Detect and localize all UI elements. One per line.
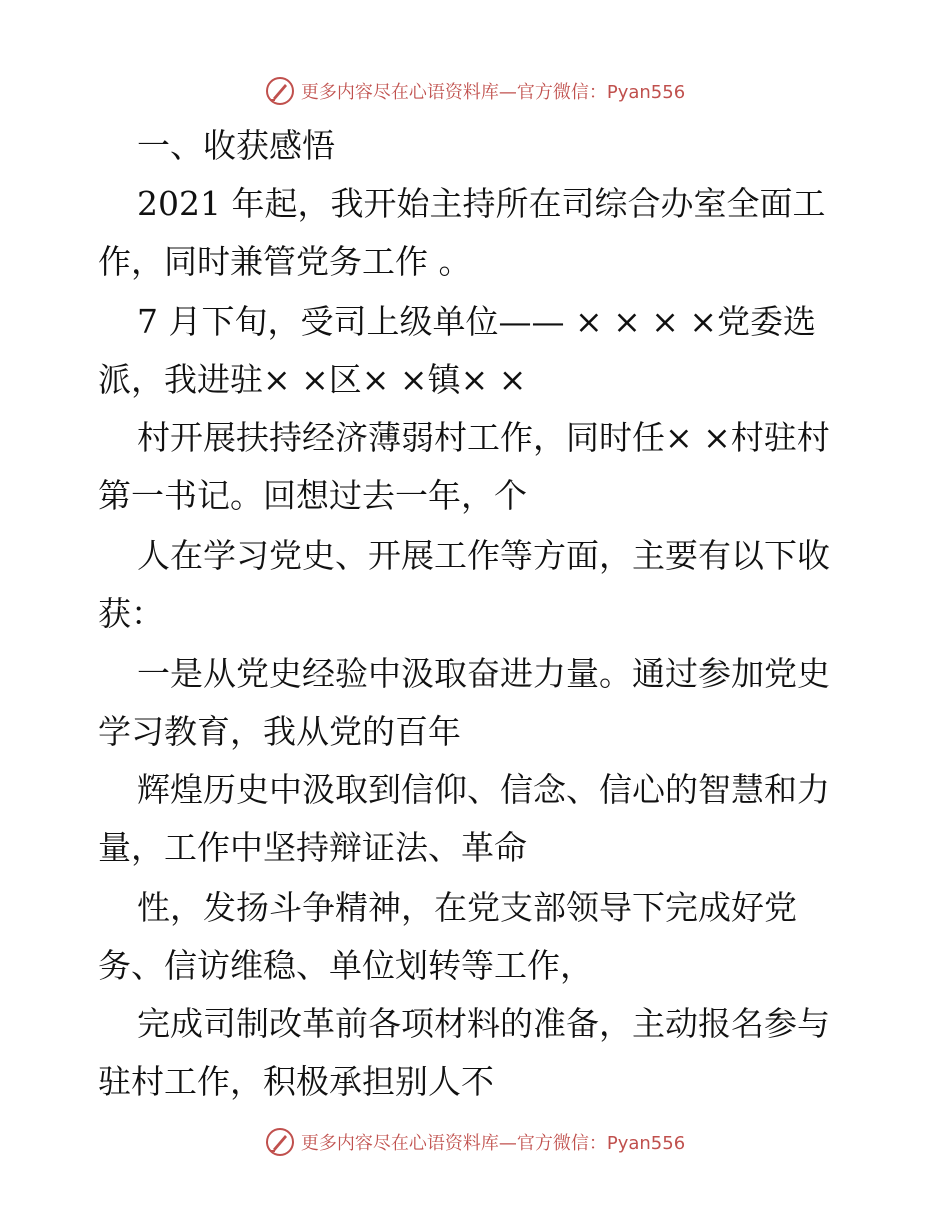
footer-watermark bbox=[0, 1122, 950, 1162]
quill-logo-icon bbox=[265, 1127, 295, 1157]
paragraph-line: 作，同时兼管党务工作 。 bbox=[98, 242, 472, 281]
paragraph-line: 第一书记。回想过去一年，个 bbox=[98, 476, 527, 515]
paragraph-line: 人在学习党史、开展工作等方面，主要有以下收 bbox=[137, 536, 830, 575]
paragraph-line: 派，我进驻× ×区× ×镇× × bbox=[98, 360, 527, 399]
quill-logo-icon bbox=[265, 76, 295, 106]
paragraph-line: 驻村工作，积极承担别人不 bbox=[98, 1062, 494, 1101]
paragraph-line: 一是从党史经验中汲取奋进力量。通过参加党史 bbox=[137, 654, 830, 693]
watermark-text: 更多内容尽在心语资料库—官方微信：Pyan556 bbox=[300, 1133, 686, 1154]
paragraph-line: 完成司制改革前各项材料的准备，主动报名参与 bbox=[137, 1004, 830, 1043]
watermark-text: 更多内容尽在心语资料库—官方微信：Pyan556 bbox=[300, 82, 686, 103]
paragraph-line: 量，工作中坚持辩证法、革命 bbox=[98, 828, 527, 867]
paragraph-line: 学习教育，我从党的百年 bbox=[98, 712, 461, 751]
paragraph-line: 辉煌历史中汲取到信仰、信念、信心的智慧和力 bbox=[137, 770, 830, 809]
paragraph-line: 获： bbox=[98, 594, 164, 633]
section-heading: 一、收获感悟 bbox=[137, 126, 335, 165]
paragraph-line: 村开展扶持经济薄弱村工作，同时任× ×村驻村 bbox=[137, 418, 830, 457]
header-watermark bbox=[0, 71, 950, 111]
paragraph-line: 性，发扬斗争精神，在党支部领导下完成好党 bbox=[137, 888, 797, 927]
paragraph-line: 2021 年起，我开始主持所在司综合办室全面工 bbox=[137, 184, 826, 223]
paragraph-line: 7 月下旬，受司上级单位—— × × × ×党委选 bbox=[137, 302, 817, 341]
paragraph-line: 务、信访维稳、单位划转等工作， bbox=[98, 946, 593, 985]
